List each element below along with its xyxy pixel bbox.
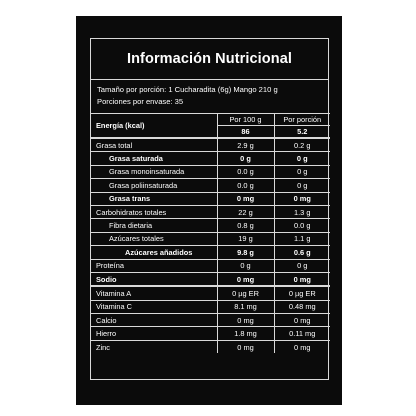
nutrient-per-100: 0 mg xyxy=(217,340,274,353)
nutrient-row-carbohidratos xyxy=(91,205,330,218)
column-header-per-100: Por 100 g xyxy=(217,114,274,126)
serving-info xyxy=(91,80,328,113)
nutrient-per-portion: 0 g xyxy=(274,179,330,192)
nutrient-label: Grasa total xyxy=(91,138,217,152)
nutrient-row-grasa-trans xyxy=(91,192,330,205)
nutrient-per-100: 0 mg xyxy=(217,192,274,205)
column-header-per-portion: Por porción xyxy=(274,114,330,126)
nutrient-per-portion: 0 mg xyxy=(274,340,330,353)
energy-per-portion: 5.2 xyxy=(274,126,330,139)
nutrient-row-azucares-totales xyxy=(91,232,330,245)
nutrient-per-portion: 1.3 g xyxy=(274,205,330,218)
nutrient-per-portion: 0.2 g xyxy=(274,138,330,152)
nutrient-per-100: 9.8 g xyxy=(217,246,274,259)
nutrition-facts-panel xyxy=(90,38,329,380)
nutrient-per-portion: 1.1 g xyxy=(274,232,330,245)
nutrient-per-portion: 0 g xyxy=(274,165,330,178)
nutrient-label: Grasa saturada xyxy=(91,152,217,165)
nutrient-label: Azúcares totales xyxy=(91,232,217,245)
nutrient-per-100: 0 g xyxy=(217,259,274,272)
nutrient-row-proteina xyxy=(91,259,330,272)
nutrient-per-100: 0 µg ER xyxy=(217,286,274,300)
nutrient-label: Calcio xyxy=(91,314,217,327)
nutrient-per-100: 2.9 g xyxy=(217,138,274,152)
nutrient-per-portion: 0.11 mg xyxy=(274,327,330,340)
nutrient-row-calcio xyxy=(91,314,330,327)
nutrient-per-100: 0.8 g xyxy=(217,219,274,232)
nutrient-per-portion: 0.0 g xyxy=(274,219,330,232)
nutrient-per-100: 8.1 mg xyxy=(217,300,274,313)
energy-per-100: 86 xyxy=(217,126,274,139)
nutrient-per-portion: 0.6 g xyxy=(274,246,330,259)
nutrient-label: Hierro xyxy=(91,327,217,340)
nutrient-row-zinc xyxy=(91,340,330,353)
servings-per-container: Porciones por envase: 35 xyxy=(97,96,184,106)
serving-size: Tamaño por porción: 1 Cucharadita (6g) Mango 210 g xyxy=(97,85,278,94)
nutrient-row-vitamina-c xyxy=(91,300,330,313)
nutrient-label: Carbohidratos totales xyxy=(91,205,217,218)
nutrient-per-100: 0.0 g xyxy=(217,179,274,192)
nutrient-per-100: 0.0 g xyxy=(217,165,274,178)
nutrient-per-portion: 0 g xyxy=(274,152,330,165)
nutrient-per-portion: 0 mg xyxy=(274,314,330,327)
nutrient-row-sodio xyxy=(91,272,330,286)
nutrient-label: Grasa trans xyxy=(91,192,217,205)
nutrient-label: Fibra dietaria xyxy=(91,219,217,232)
nutrient-per-portion: 0 mg xyxy=(274,272,330,286)
nutrient-row-hierro xyxy=(91,327,330,340)
nutrients-table xyxy=(91,113,330,353)
nutrient-label: Grasa poliinsaturada xyxy=(91,179,217,192)
nutrient-row-grasa-poliinsaturada xyxy=(91,179,330,192)
nutrient-label: Grasa monoinsaturada xyxy=(91,165,217,178)
nutrient-label: Zinc xyxy=(91,340,217,353)
nutrient-per-100: 0 mg xyxy=(217,314,274,327)
label-title: Información Nutricional xyxy=(91,39,328,80)
nutrient-label: Azúcares añadidos xyxy=(91,246,217,259)
nutrient-row-grasa-monoinsaturada xyxy=(91,165,330,178)
nutrient-per-portion: 0.48 mg xyxy=(274,300,330,313)
nutrient-row-fibra xyxy=(91,219,330,232)
nutrient-row-grasa-saturada xyxy=(91,152,330,165)
nutrient-label: Proteína xyxy=(91,259,217,272)
energy-label: Energía (kcal) xyxy=(91,114,217,139)
nutrient-label: Sodio xyxy=(91,272,217,286)
nutrient-row-azucares-anadidos xyxy=(91,246,330,259)
nutrient-row-vitamina-a xyxy=(91,286,330,300)
nutrient-per-portion: 0 g xyxy=(274,259,330,272)
nutrient-per-100: 1.8 mg xyxy=(217,327,274,340)
column-header-row xyxy=(91,114,330,126)
nutrient-per-portion: 0 µg ER xyxy=(274,286,330,300)
nutrient-label: Vitamina A xyxy=(91,286,217,300)
nutrient-row-grasa-total xyxy=(91,138,330,152)
nutrient-per-100: 22 g xyxy=(217,205,274,218)
nutrient-per-100: 0 g xyxy=(217,152,274,165)
nutrient-per-100: 0 mg xyxy=(217,272,274,286)
nutrient-per-portion: 0 mg xyxy=(274,192,330,205)
nutrient-label: Vitamina C xyxy=(91,300,217,313)
nutrient-per-100: 19 g xyxy=(217,232,274,245)
